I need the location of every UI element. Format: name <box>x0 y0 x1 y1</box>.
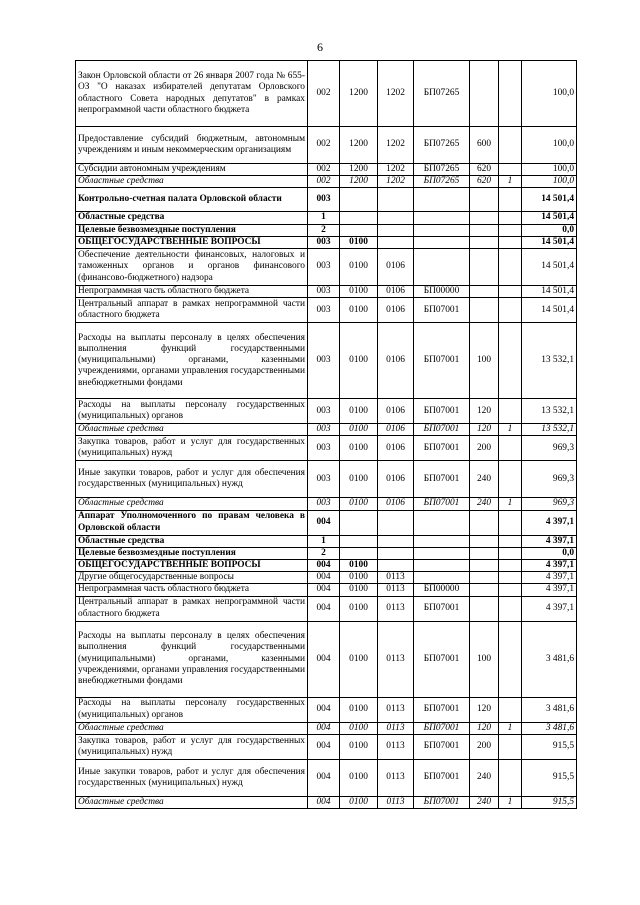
subsection-code-cell: 1202 <box>378 164 414 176</box>
section-code-cell <box>340 535 378 547</box>
funding-source-cell: 1 <box>499 722 522 734</box>
row-name-cell: Целевые безвозмездные поступления <box>76 547 308 559</box>
table-row <box>76 796 577 808</box>
funding-source-cell <box>499 535 522 547</box>
expense-type-cell: 240 <box>470 461 499 498</box>
row-name-cell: Областные средства <box>76 176 308 188</box>
funding-source-cell <box>499 212 522 224</box>
subsection-code-cell: 0106 <box>378 424 414 436</box>
target-article-cell: БП07001 <box>414 759 470 796</box>
row-name-cell: Центральный аппарат в рамках непрограммной части областного бюджета <box>76 596 308 621</box>
department-code-cell: 002 <box>308 176 340 188</box>
table-row <box>76 510 577 535</box>
target-article-cell: БП07001 <box>414 436 470 461</box>
target-article-cell <box>414 547 470 559</box>
table-row <box>76 436 577 461</box>
funding-source-cell <box>499 127 522 164</box>
row-name-cell: Областные средства <box>76 796 308 808</box>
budget-table <box>75 60 577 809</box>
target-article-cell <box>414 560 470 572</box>
expense-type-cell <box>470 572 499 584</box>
funding-source-cell <box>499 584 522 596</box>
department-code-cell: 004 <box>308 697 340 722</box>
row-name-cell: Непрограммная часть областного бюджета <box>76 286 308 298</box>
funding-source-cell <box>499 236 522 248</box>
subsection-code-cell: 0113 <box>378 759 414 796</box>
department-code-cell: 004 <box>308 621 340 697</box>
amount-cell: 13 532,1 <box>522 399 577 424</box>
amount-cell: 13 532,1 <box>522 323 577 399</box>
expense-type-cell <box>470 236 499 248</box>
table-row <box>76 722 577 734</box>
department-code-cell: 004 <box>308 596 340 621</box>
row-name-cell: ОБЩЕГОСУДАРСТВЕННЫЕ ВОПРОСЫ <box>76 236 308 248</box>
amount-cell: 3 481,6 <box>522 722 577 734</box>
subsection-code-cell <box>378 547 414 559</box>
amount-cell: 4 397,1 <box>522 510 577 535</box>
expense-type-cell <box>470 212 499 224</box>
subsection-code-cell: 1202 <box>378 61 414 127</box>
subsection-code-cell: 0106 <box>378 323 414 399</box>
row-name-cell: Предоставление субсидий бюджетным, автономным учреждениям и иным некоммерческим организациям <box>76 127 308 164</box>
amount-cell: 13 532,1 <box>522 424 577 436</box>
row-name-cell: Областные средства <box>76 424 308 436</box>
amount-cell: 14 501,4 <box>522 236 577 248</box>
department-code-cell: 003 <box>308 399 340 424</box>
section-code-cell: 0100 <box>340 596 378 621</box>
target-article-cell: БП07001 <box>414 498 470 510</box>
amount-cell: 0,0 <box>522 547 577 559</box>
row-name-cell: ОБЩЕГОСУДАРСТВЕННЫЕ ВОПРОСЫ <box>76 560 308 572</box>
target-article-cell: БП07001 <box>414 298 470 323</box>
section-code-cell <box>340 510 378 535</box>
section-code-cell: 1200 <box>340 61 378 127</box>
department-code-cell: 003 <box>308 461 340 498</box>
section-code-cell: 0100 <box>340 621 378 697</box>
table-row <box>76 212 577 224</box>
section-code-cell: 0100 <box>340 722 378 734</box>
amount-cell: 969,3 <box>522 498 577 510</box>
table-row <box>76 224 577 236</box>
funding-source-cell <box>499 323 522 399</box>
section-code-cell: 0100 <box>340 298 378 323</box>
expense-type-cell <box>470 224 499 236</box>
department-code-cell: 003 <box>308 286 340 298</box>
funding-source-cell: 1 <box>499 424 522 436</box>
subsection-code-cell: 0106 <box>378 461 414 498</box>
expense-type-cell: 620 <box>470 164 499 176</box>
funding-source-cell <box>499 298 522 323</box>
table-row <box>76 572 577 584</box>
funding-source-cell <box>499 164 522 176</box>
table-row <box>76 399 577 424</box>
expense-type-cell <box>470 188 499 212</box>
table-row <box>76 323 577 399</box>
table-body <box>76 61 577 809</box>
subsection-code-cell <box>378 236 414 248</box>
section-code-cell <box>340 547 378 559</box>
expense-type-cell <box>470 584 499 596</box>
row-name-cell: Непрограммная часть областного бюджета <box>76 584 308 596</box>
subsection-code-cell: 0106 <box>378 286 414 298</box>
expense-type-cell <box>470 547 499 559</box>
target-article-cell: БП07265 <box>414 127 470 164</box>
row-name-cell: Расходы на выплаты персоналу в целях обеспечения выполнения функций государственными (муниципальными) органами, казенными учреждениями, органами управления государственными внебюджетными фондами <box>76 323 308 399</box>
funding-source-cell <box>499 399 522 424</box>
subsection-code-cell: 0106 <box>378 436 414 461</box>
row-name-cell: Областные средства <box>76 722 308 734</box>
amount-cell: 4 397,1 <box>522 572 577 584</box>
target-article-cell <box>414 510 470 535</box>
table-row <box>76 535 577 547</box>
funding-source-cell <box>499 249 522 286</box>
target-article-cell: БП07001 <box>414 596 470 621</box>
subsection-code-cell: 0113 <box>378 621 414 697</box>
subsection-code-cell: 0106 <box>378 298 414 323</box>
row-name-cell: Областные средства <box>76 535 308 547</box>
target-article-cell <box>414 236 470 248</box>
expense-type-cell: 240 <box>470 498 499 510</box>
amount-cell: 915,5 <box>522 734 577 759</box>
table-row <box>76 164 577 176</box>
subsection-code-cell: 0113 <box>378 796 414 808</box>
target-article-cell <box>414 224 470 236</box>
department-code-cell: 002 <box>308 127 340 164</box>
amount-cell: 3 481,6 <box>522 621 577 697</box>
expense-type-cell <box>470 298 499 323</box>
department-code-cell: 003 <box>308 298 340 323</box>
section-code-cell: 0100 <box>340 572 378 584</box>
department-code-cell: 002 <box>308 61 340 127</box>
funding-source-cell <box>499 596 522 621</box>
section-code-cell: 0100 <box>340 584 378 596</box>
expense-type-cell: 100 <box>470 323 499 399</box>
department-code-cell: 003 <box>308 236 340 248</box>
table-row <box>76 286 577 298</box>
funding-source-cell <box>499 224 522 236</box>
row-name-cell: Расходы на выплаты персоналу в целях обеспечения выполнения функций государственными (муниципальными) органами, казенными учреждениями, органами управления государственными внебюджетными фондами <box>76 621 308 697</box>
amount-cell: 100,0 <box>522 61 577 127</box>
expense-type-cell: 240 <box>470 759 499 796</box>
table-row <box>76 498 577 510</box>
section-code-cell: 0100 <box>340 734 378 759</box>
expense-type-cell: 120 <box>470 424 499 436</box>
subsection-code-cell: 0113 <box>378 697 414 722</box>
expense-type-cell: 200 <box>470 436 499 461</box>
section-code-cell: 0100 <box>340 796 378 808</box>
expense-type-cell: 120 <box>470 697 499 722</box>
section-code-cell: 0100 <box>340 399 378 424</box>
target-article-cell <box>414 212 470 224</box>
target-article-cell: БП07001 <box>414 734 470 759</box>
subsection-code-cell: 0106 <box>378 399 414 424</box>
table-row <box>76 176 577 188</box>
department-code-cell: 004 <box>308 572 340 584</box>
funding-source-cell <box>499 621 522 697</box>
department-code-cell: 003 <box>308 323 340 399</box>
table-row <box>76 547 577 559</box>
row-name-cell: Целевые безвозмездные поступления <box>76 224 308 236</box>
table-row <box>76 236 577 248</box>
subsection-code-cell: 0113 <box>378 734 414 759</box>
funding-source-cell <box>499 697 522 722</box>
expense-type-cell <box>470 510 499 535</box>
section-code-cell: 0100 <box>340 560 378 572</box>
section-code-cell: 1200 <box>340 176 378 188</box>
section-code-cell <box>340 212 378 224</box>
row-name-cell: Иные закупки товаров, работ и услуг для обеспечения государственных (муниципальных) нужд <box>76 759 308 796</box>
expense-type-cell <box>470 560 499 572</box>
row-name-cell: Контрольно-счетная палата Орловской области <box>76 188 308 212</box>
subsection-code-cell: 1202 <box>378 127 414 164</box>
expense-type-cell: 600 <box>470 127 499 164</box>
funding-source-cell <box>499 759 522 796</box>
page-number: 6 <box>317 40 323 54</box>
amount-cell: 14 501,4 <box>522 286 577 298</box>
row-name-cell: Областные средства <box>76 212 308 224</box>
funding-source-cell <box>499 572 522 584</box>
department-code-cell: 003 <box>308 498 340 510</box>
amount-cell: 0,0 <box>522 224 577 236</box>
target-article-cell <box>414 188 470 212</box>
target-article-cell: БП07001 <box>414 461 470 498</box>
expense-type-cell <box>470 61 499 127</box>
funding-source-cell <box>499 436 522 461</box>
row-name-cell: Обеспечение деятельности финансовых, налоговых и таможенных органов и органов финансового (финансово-бюджетного) надзора <box>76 249 308 286</box>
expense-type-cell <box>470 286 499 298</box>
section-code-cell: 0100 <box>340 286 378 298</box>
department-code-cell: 003 <box>308 249 340 286</box>
department-code-cell: 004 <box>308 734 340 759</box>
subsection-code-cell <box>378 188 414 212</box>
table-row <box>76 461 577 498</box>
row-name-cell: Расходы на выплаты персоналу государственных (муниципальных) органов <box>76 697 308 722</box>
amount-cell: 4 397,1 <box>522 535 577 547</box>
section-code-cell: 1200 <box>340 127 378 164</box>
subsection-code-cell <box>378 560 414 572</box>
department-code-cell: 003 <box>308 436 340 461</box>
amount-cell: 100,0 <box>522 164 577 176</box>
amount-cell: 4 397,1 <box>522 596 577 621</box>
subsection-code-cell: 0113 <box>378 722 414 734</box>
department-code-cell: 003 <box>308 424 340 436</box>
amount-cell: 969,3 <box>522 461 577 498</box>
table-row <box>76 424 577 436</box>
target-article-cell: БП00000 <box>414 584 470 596</box>
department-code-cell: 1 <box>308 535 340 547</box>
funding-source-cell <box>499 510 522 535</box>
subsection-code-cell: 0113 <box>378 596 414 621</box>
funding-source-cell <box>499 734 522 759</box>
department-code-cell: 004 <box>308 560 340 572</box>
table-row <box>76 734 577 759</box>
row-name-cell: Аппарат Уполномоченного по правам человека в Орловской области <box>76 510 308 535</box>
table-row <box>76 596 577 621</box>
target-article-cell: БП07265 <box>414 61 470 127</box>
subsection-code-cell <box>378 535 414 547</box>
section-code-cell: 0100 <box>340 461 378 498</box>
amount-cell: 100,0 <box>522 127 577 164</box>
row-name-cell: Закупка товаров, работ и услуг для государственных (муниципальных) нужд <box>76 734 308 759</box>
subsection-code-cell: 0106 <box>378 249 414 286</box>
row-name-cell: Субсидии автономным учреждениям <box>76 164 308 176</box>
table-row <box>76 584 577 596</box>
target-article-cell <box>414 572 470 584</box>
section-code-cell: 0100 <box>340 323 378 399</box>
section-code-cell: 0100 <box>340 424 378 436</box>
funding-source-cell <box>499 61 522 127</box>
row-name-cell: Другие общегосударственные вопросы <box>76 572 308 584</box>
section-code-cell <box>340 224 378 236</box>
amount-cell: 4 397,1 <box>522 560 577 572</box>
subsection-code-cell <box>378 212 414 224</box>
target-article-cell <box>414 535 470 547</box>
funding-source-cell: 1 <box>499 176 522 188</box>
subsection-code-cell: 0113 <box>378 572 414 584</box>
department-code-cell: 2 <box>308 224 340 236</box>
target-article-cell: БП07001 <box>414 323 470 399</box>
amount-cell: 14 501,4 <box>522 212 577 224</box>
expense-type-cell: 240 <box>470 796 499 808</box>
amount-cell: 915,5 <box>522 759 577 796</box>
department-code-cell: 004 <box>308 584 340 596</box>
table-row <box>76 298 577 323</box>
amount-cell: 14 501,4 <box>522 298 577 323</box>
funding-source-cell: 1 <box>499 498 522 510</box>
department-code-cell: 004 <box>308 722 340 734</box>
section-code-cell <box>340 188 378 212</box>
expense-type-cell: 620 <box>470 176 499 188</box>
target-article-cell: БП07001 <box>414 424 470 436</box>
row-name-cell: Областные средства <box>76 498 308 510</box>
expense-type-cell: 200 <box>470 734 499 759</box>
table-row <box>76 127 577 164</box>
section-code-cell: 0100 <box>340 697 378 722</box>
funding-source-cell <box>499 188 522 212</box>
expense-type-cell <box>470 535 499 547</box>
subsection-code-cell: 1202 <box>378 176 414 188</box>
expense-type-cell: 100 <box>470 621 499 697</box>
row-name-cell: Иные закупки товаров, работ и услуг для обеспечения государственных (муниципальных) нужд <box>76 461 308 498</box>
funding-source-cell <box>499 286 522 298</box>
expense-type-cell <box>470 596 499 621</box>
funding-source-cell <box>499 461 522 498</box>
row-name-cell: Закупка товаров, работ и услуг для государственных (муниципальных) нужд <box>76 436 308 461</box>
section-code-cell: 1200 <box>340 164 378 176</box>
department-code-cell: 1 <box>308 212 340 224</box>
department-code-cell: 004 <box>308 759 340 796</box>
funding-source-cell <box>499 560 522 572</box>
expense-type-cell <box>470 249 499 286</box>
department-code-cell: 004 <box>308 510 340 535</box>
target-article-cell: БП07265 <box>414 176 470 188</box>
table-row <box>76 61 577 127</box>
target-article-cell: БП07001 <box>414 621 470 697</box>
subsection-code-cell <box>378 224 414 236</box>
amount-cell: 4 397,1 <box>522 584 577 596</box>
amount-cell: 915,5 <box>522 796 577 808</box>
funding-source-cell: 1 <box>499 796 522 808</box>
target-article-cell <box>414 249 470 286</box>
subsection-code-cell <box>378 510 414 535</box>
row-name-cell: Расходы на выплаты персоналу государственных (муниципальных) органов <box>76 399 308 424</box>
target-article-cell: БП07001 <box>414 722 470 734</box>
section-code-cell: 0100 <box>340 498 378 510</box>
section-code-cell: 0100 <box>340 436 378 461</box>
expense-type-cell: 120 <box>470 399 499 424</box>
department-code-cell: 003 <box>308 188 340 212</box>
amount-cell: 14 501,4 <box>522 249 577 286</box>
department-code-cell: 002 <box>308 164 340 176</box>
row-name-cell: Закон Орловской области от 26 января 2007 года № 655-ОЗ "О наказах избирателей депутатам Орловского областного Совета народных депутатов" в рамках непрограммной части областного бюджета <box>76 61 308 127</box>
target-article-cell: БП07001 <box>414 697 470 722</box>
funding-source-cell <box>499 547 522 559</box>
target-article-cell: БП07001 <box>414 399 470 424</box>
subsection-code-cell: 0113 <box>378 584 414 596</box>
target-article-cell: БП07265 <box>414 164 470 176</box>
section-code-cell: 0100 <box>340 249 378 286</box>
table-row <box>76 621 577 697</box>
table-row <box>76 560 577 572</box>
amount-cell: 14 501,4 <box>522 188 577 212</box>
table-row <box>76 697 577 722</box>
amount-cell: 100,0 <box>522 176 577 188</box>
target-article-cell: БП00000 <box>414 286 470 298</box>
table-row <box>76 249 577 286</box>
amount-cell: 3 481,6 <box>522 697 577 722</box>
target-article-cell: БП07001 <box>414 796 470 808</box>
expense-type-cell: 120 <box>470 722 499 734</box>
department-code-cell: 004 <box>308 796 340 808</box>
section-code-cell: 0100 <box>340 759 378 796</box>
table-row <box>76 188 577 212</box>
row-name-cell: Центральный аппарат в рамках непрограммной части областного бюджета <box>76 298 308 323</box>
subsection-code-cell: 0106 <box>378 498 414 510</box>
section-code-cell: 0100 <box>340 236 378 248</box>
department-code-cell: 2 <box>308 547 340 559</box>
table-row <box>76 759 577 796</box>
amount-cell: 969,3 <box>522 436 577 461</box>
